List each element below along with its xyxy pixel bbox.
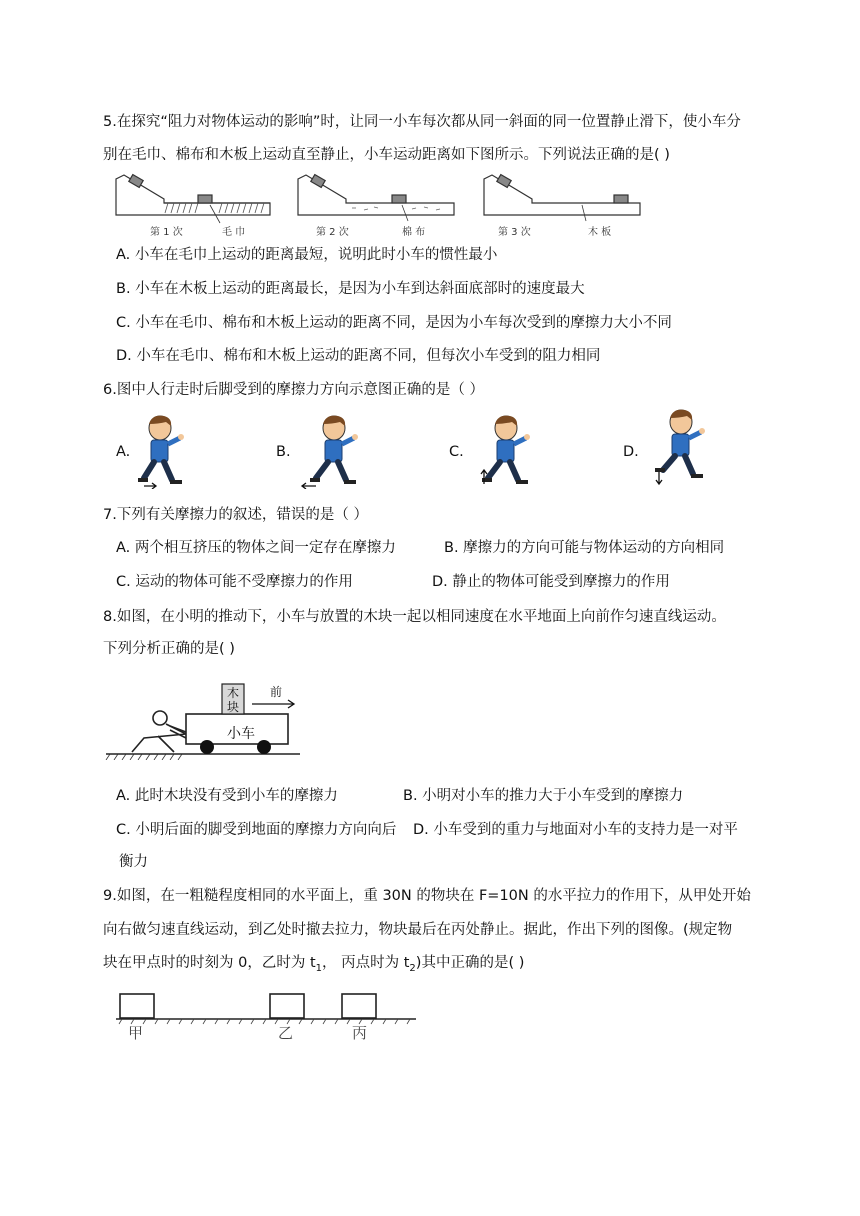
q8-option-b[interactable]: B. 小明对小车的推力大于小车受到的摩擦力: [403, 788, 684, 804]
q9-stem-line2: 向右做匀速直线运动，到乙处时撤去拉力，物块最后在丙处静止。据此，作出下列的图像。(规定物: [103, 922, 733, 938]
q9-yi-label: 乙: [278, 1024, 294, 1040]
q7-option-a[interactable]: A. 两个相互挤压的物体之间一定存在摩擦力: [116, 540, 396, 556]
q8-stem-line2: 下列分析正确的是( ): [103, 641, 235, 657]
q8-cart-label: 小车: [227, 726, 255, 742]
q5-surface2-label: 棉 布: [402, 227, 426, 238]
q5-trial3-ramp: [484, 175, 640, 215]
q8-block-label-bottom: 块: [227, 700, 240, 714]
q8-option-d-cont: 衡力: [119, 854, 148, 870]
q5-option-c[interactable]: C. 小车在毛巾、棉布和木板上运动的距离不同，是因为小车每次受到的摩擦力大小不同: [116, 315, 672, 331]
q6-stem: 6.图中人行走时后脚受到的摩擦力方向示意图正确的是（ ）: [103, 382, 484, 398]
q5-option-b[interactable]: B. 小车在木板上运动的距离最长，是因为小车到达斜面底部时的速度最大: [116, 281, 585, 297]
q6-label-b[interactable]: B.: [276, 444, 291, 460]
q9-stem-line3-b: ， 丙点时为 t: [322, 955, 410, 971]
q8-figure: [104, 676, 304, 760]
q5-trial1-label: 第 1 次: [150, 227, 183, 238]
q5-option-a[interactable]: A. 小车在毛巾上运动的距离最短，说明此时小车的惯性最小: [116, 247, 498, 263]
q7-stem: 7.下列有关摩擦力的叙述，错误的是（ ）: [103, 507, 368, 523]
q9-stem-line3-a: 块在甲点时的时刻为 0，乙时为 t: [103, 955, 316, 971]
q8-block-label-top: 木: [227, 686, 240, 700]
q9-stem-line3: [103, 953, 524, 979]
q9-stem-line3-c: )其中正确的是( ): [415, 955, 525, 971]
q9-block-yi: [270, 994, 304, 1018]
q7-option-d[interactable]: D. 静止的物体可能受到摩擦力的作用: [432, 574, 670, 590]
q7-option-b[interactable]: B. 摩擦力的方向可能与物体运动的方向相同: [444, 540, 725, 556]
q5-trial2-ramp: [298, 175, 454, 215]
q5-figure: [112, 165, 652, 240]
q5-stem-line1: 5.在探究“阻力对物体运动的影响”时，让同一小车每次都从同一斜面的同一位置静止滑下，使小车分: [103, 114, 741, 130]
q8-xiaoming: [132, 711, 186, 752]
q9-t1-subscript: 1: [315, 962, 323, 974]
q8-option-d[interactable]: D. 小车受到的重力与地面对小车的支持力是一对平: [413, 822, 738, 838]
q8-option-a[interactable]: A. 此时木块没有受到小车的摩擦力: [116, 788, 338, 804]
q6-figure-a: [130, 414, 190, 489]
q9-bing-label: 丙: [352, 1024, 368, 1040]
q8-stem-line1: 8.如图，在小明的推动下，小车与放置的木块一起以相同速度在水平地面上向前作匀速直线运动。: [103, 609, 726, 625]
q5-surface1-label: 毛 巾: [222, 227, 246, 238]
q5-trial2-label: 第 2 次: [316, 227, 349, 238]
q6-figure-b: [296, 414, 366, 489]
q9-jia-label: 甲: [128, 1024, 144, 1040]
q9-stem-line1: 9.如图，在一粗糙程度相同的水平面上，重 30N 的物块在 F=10N 的水平拉力的作用下，从甲处开始: [103, 888, 751, 904]
q5-surface3-label: 木 板: [588, 227, 612, 238]
q9-figure: [114, 990, 424, 1040]
q5-stem-line2: 别在毛巾、棉布和木板上运动直至静止，小车运动距离如下图所示。下列说法正确的是( ): [103, 147, 670, 163]
q5-trial3-label: 第 3 次: [498, 227, 531, 238]
q6-label-d[interactable]: D.: [623, 444, 639, 460]
q9-block-jia: [120, 994, 154, 1018]
q5-option-d[interactable]: D. 小车在毛巾、棉布和木板上运动的距离不同，但每次小车受到的阻力相同: [116, 348, 601, 364]
q8-forward-label: 前: [270, 685, 283, 699]
q7-option-c[interactable]: C. 运动的物体可能不受摩擦力的作用: [116, 574, 353, 590]
q6-figure-d: [645, 408, 715, 488]
q6-label-c[interactable]: C.: [449, 444, 464, 460]
q6-figure-c: [470, 414, 540, 489]
q6-label-a[interactable]: A.: [116, 444, 131, 460]
q9-block-bing: [342, 994, 376, 1018]
q8-option-c[interactable]: C. 小明后面的脚受到地面的摩擦力方向向后: [116, 822, 397, 838]
q5-trial1-ramp: [116, 175, 270, 215]
q9-t2-subscript: 2: [409, 962, 416, 974]
